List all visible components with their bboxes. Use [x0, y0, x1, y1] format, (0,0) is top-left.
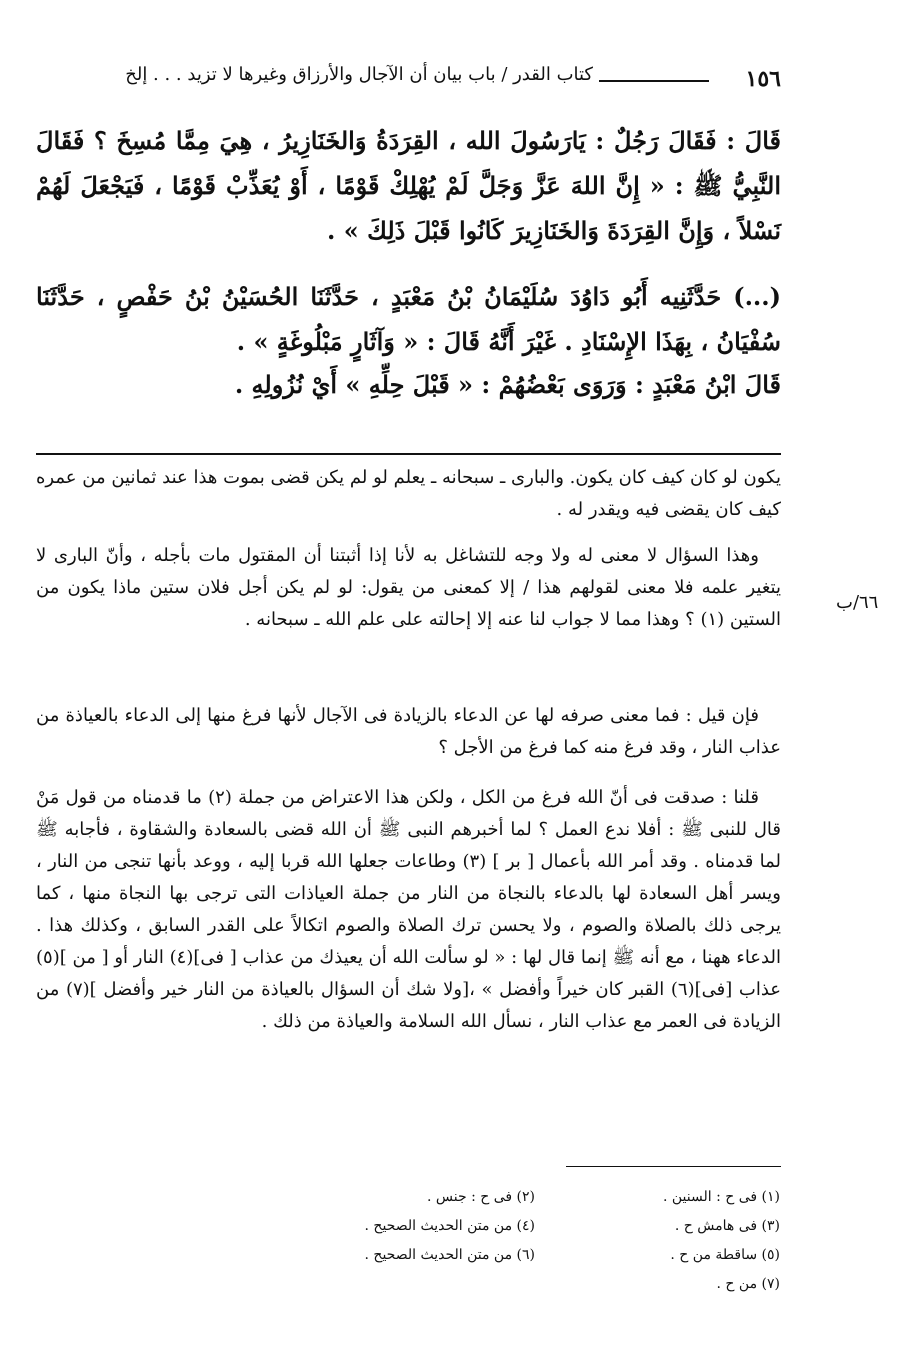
section-divider: [36, 453, 781, 455]
footnote: (١) فى ح : السنين .: [662, 1188, 780, 1205]
commentary-block: [36, 540, 781, 636]
hadith-paragraph: قَالَ ابْنُ مَعْبَدٍ : وَرَوَى بَعْضُهُمْ : « قَبْلَ حِلِّهِ » أَيْ نُزُولِهِ .: [234, 370, 781, 399]
footnote: (٧) من ح .: [716, 1275, 780, 1292]
footnote: (٢) فى ح : جنس .: [426, 1188, 535, 1205]
header-rule: [599, 80, 709, 82]
page-header: [36, 62, 781, 96]
commentary-paragraph: وهذا السؤال لا معنى له ولا وجه للتشاغل به لأنا إذا أثبتنا أن المقتول مات بأجله ، وأنّ البارى لا يتغير علمه فلا معنى لقولهم هذا / إلا كمعنى من يقول: لو لم يكن أجل فلان ستين ماذا يكون من الستين (١) ؟ وهذا مما لا جواب لنا عنه إلا إحالته على علم الله ـ سبحانه .: [36, 545, 781, 630]
page-number: ١٥٦: [745, 66, 781, 92]
hadith-paragraph: قَالَ : فَقَالَ رَجُلٌ : يَارَسُولَ الله ، القِرَدَةُ وَالخَنَازِيرُ ، هِيَ مِمَّا مُسِخَ ؟ فَقَالَ النَّبِيُّ ﷺ : « إِنَّ اللهَ عَزَّ وَجَلَّ لَمْ يُهْلِكْ قَوْمًا ، أَوْ يُعَذِّبْ قَوْمًا ، فَيَجْعَلَ لَهُمْ نَسْلاً ، وَإِنَّ القِرَدَةَ وَالخَنَازِيرَ كَانُوا قَبْلَ ذَلِكَ » .: [36, 126, 781, 245]
footnote-rule: [566, 1166, 781, 1167]
footnote-row: [200, 1211, 780, 1240]
footnote: (٤) من متن الحديث الصحيح .: [364, 1217, 535, 1234]
manuscript-folio-reference: ٦٦/ب: [836, 592, 879, 613]
commentary-paragraph: قلنا : صدقت فى أنّ الله فرغ من الكل ، ولكن هذا الاعتراض من جملة (٢) ما قدمناه من قول مَنْ قال للنبى ﷺ : أفلا ندع العمل ؟ لما أخبرهم النبى ﷺ أن الله قضى بالسعادة والشقاوة ، فأجابه ﷺ لما قدمناه . وقد أمر الله بأعمال [ بر ] (٣) وطاعات جعلها الله قربا إليه ، ووعد بأنها تنجى من النار ، ويسر أهل السعادة لها بالدعاء بالنجاة من النار من جملة العياذات التى ترجى بها النجاة منها ، كما يرجى ذلك بالصلاة والصوم ، ولا يحسن ترك الصلاة والصوم اتكالاً على القدر السابق ، وكذلك هذا . الدعاء ههنا ، مع أنه ﷺ إنما قال لها : « لو سألت الله أن يعيذك من عذاب [ فى](٤) النار أو [ من ](٥) عذاب [فى](٦) القبر كان خيراً وأفضل » ،[ولا شك أن السؤال بالعياذة من النار خير وأفضل ](٧) من الزيادة فى العمر مع عذاب النار ، نسأل الله السلامة والعياذة من ذلك .: [36, 787, 782, 1032]
hadith-paragraph: (...) حَدَّثَنِيه أَبُو دَاوُدَ سُلَيْمَانُ بْنُ مَعْبَدٍ ، حَدَّثَنَا الحُسَيْنُ بْنُ حَفْصٍ ، حَدَّثَنَا سُفْيَانُ ، بِهَذَا الإِسْنَادِ . غَيْرَ أَنَّهُ قَالَ : « وَآثَارٍ مَبْلُوغَةٍ » .: [36, 282, 781, 356]
footnote: (٣) فى هامش ح .: [674, 1217, 780, 1234]
commentary-paragraph: يكون لو كان كيف كان يكون. والبارى ـ سبحانه ـ يعلم لو لم يكن قضى بموت هذا عند ثمانين من عمره كيف كان يقضى فيه ويقدر له .: [36, 467, 781, 520]
footnote: (٥) ساقطة من ح .: [670, 1246, 780, 1263]
commentary-block: [36, 782, 781, 1038]
footnote-row: [200, 1269, 780, 1298]
footnote: (٦) من متن الحديث الصحيح .: [364, 1246, 535, 1263]
running-head: كتاب القدر / باب بيان أن الآجال والأرزاق وغيرها لا تزيد . . . إلخ: [125, 64, 593, 85]
footnote-row: [200, 1240, 780, 1269]
commentary-paragraph: فإن قيل : فما معنى صرفه لها عن الدعاء بالزيادة فى الآجال لأنها فرغ منها إلى الدعاء بالعياذة من عذاب النار ، وقد فرغ منه كما فرغ من الأجل ؟: [36, 705, 781, 758]
commentary-block: [36, 462, 781, 526]
commentary-block: [36, 700, 781, 764]
footnote-row: [200, 1182, 780, 1211]
footnotes: [200, 1182, 780, 1298]
